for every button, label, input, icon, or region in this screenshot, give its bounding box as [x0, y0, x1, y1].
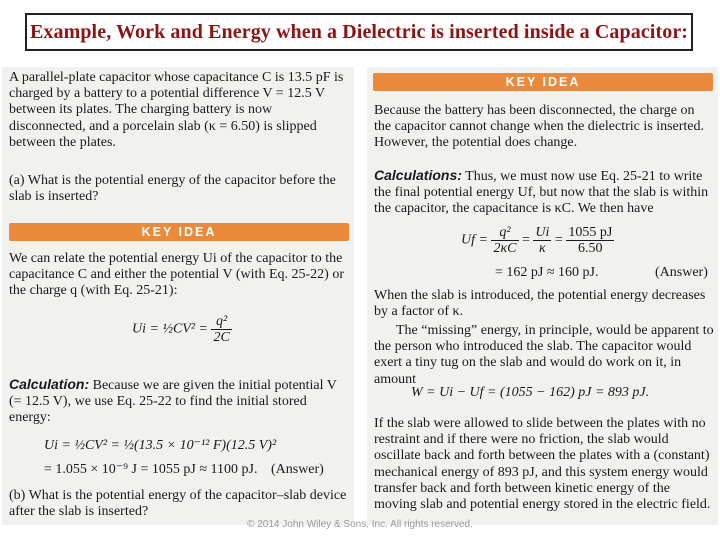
key-idea-banner-right: KEY IDEA: [373, 73, 713, 91]
equation-final-lhs: Uf =: [461, 232, 488, 248]
calculation-label-right: Calculations:: [374, 167, 462, 183]
calculation-text-left: Because we are given the initial potential V (= 12.5 V), we use Eq. 25-22 to find the initial stored energy:: [9, 378, 337, 426]
answer-label-left: (Answer): [270, 462, 324, 477]
equals-sign: =: [522, 232, 530, 248]
title-box: [25, 13, 693, 51]
key-idea-banner-left: KEY IDEA: [9, 223, 349, 241]
fraction-denominator: κ: [539, 241, 546, 256]
equals-sign: =: [554, 232, 563, 248]
calculation-text-right: Thus, we must now use Eq. 25-21 to write the final potential energy Uf, but now that the slab is within the capacitor, the capacitance is κC. We then have: [374, 169, 709, 217]
question-a: (a) What is the potential energy of the capacitor before the slab is inserted?: [9, 173, 336, 205]
equation-energy-initial: [132, 314, 232, 345]
fraction-ui-over-k: [533, 225, 551, 256]
equation-result-left: = 1.055 × 10⁻⁹ J = 1055 pJ ≈ 1100 pJ.: [44, 462, 258, 477]
question-b: (b) What is the potential energy of the capacitor–slab device after the slab is inserted?: [9, 488, 347, 520]
fraction-numerator: Ui: [535, 225, 550, 240]
problem-statement: A parallel-plate capacitor whose capacitance C is 13.5 pF is charged by a battery to a potential difference V = 12.5 V between its plates. The charging battery is now disconnected, and a porcelain slab (κ = 6.50) is slipped between the plates.: [9, 70, 344, 150]
fraction-numerator: q²: [491, 225, 518, 241]
fraction-denominator: 2κC: [493, 241, 517, 256]
calculation-right: [374, 167, 714, 218]
equation-final-result: = 162 pJ ≈ 160 pJ.: [495, 265, 599, 280]
fraction-numerator: q²: [211, 314, 231, 330]
copyright-footer: © 2014 John Wiley & Sons, Inc. All rights reserved.: [247, 519, 473, 530]
equation-final-energy: [461, 225, 614, 256]
fraction-denominator: 6.50: [578, 241, 603, 256]
decrease-text: When the slab is introduced, the potential energy decreases by a factor of κ.: [374, 288, 706, 320]
calculation-label-left: Calculation:: [9, 376, 90, 392]
right-textbook-panel: [367, 67, 718, 525]
oscillation-text: If the slab were allowed to slide between the plates with no restraint and if there were no friction, the slab would oscillate back and forth between the plates with a (constant) mechanical energy of 893 pJ, and this system energy would transfer back and forth between kinetic energy of the moving slab and potential energy stored in the electric field.: [374, 416, 711, 513]
equation-work: W = Ui − Uf = (1055 − 162) pJ = 893 pJ.: [411, 385, 650, 400]
fraction-numeric: [566, 225, 614, 256]
fraction-q2-over-2kc: [491, 225, 518, 256]
left-textbook-panel: [2, 67, 354, 525]
equation-fraction: [211, 314, 231, 345]
fraction-numerator: 1055 pJ: [568, 225, 613, 240]
equation-lhs: Ui = ½CV² =: [132, 321, 208, 337]
key-idea-text-right: Because the battery has been disconnected, the charge on the capacitor cannot change when the dielectric is inserted. However, the potential does change.: [374, 103, 705, 151]
page-title: Example, Work and Energy when a Dielectric is inserted inside a Capacitor:: [29, 20, 689, 43]
equation-initial-energy-line1: Ui = ½CV² = ½(13.5 × 10⁻¹² F)(12.5 V)²: [44, 438, 277, 453]
missing-energy-text: The “missing” energy, in principle, would be apparent to the person who introduced the slab. The capacitor would exert a tiny tug on the slab and would do work on it, in amount: [374, 323, 714, 387]
calculation-left: [9, 376, 350, 427]
equation-initial-energy-line2: [44, 461, 324, 478]
answer-label-right: (Answer): [655, 265, 708, 280]
key-idea-text-left: We can relate the potential energy Ui of the capacitor to the capacitance C and either the potential V (with Eq. 25-22) or the charge q (with Eq. 25-21):: [9, 251, 344, 299]
fraction-denominator: 2C: [213, 330, 230, 345]
